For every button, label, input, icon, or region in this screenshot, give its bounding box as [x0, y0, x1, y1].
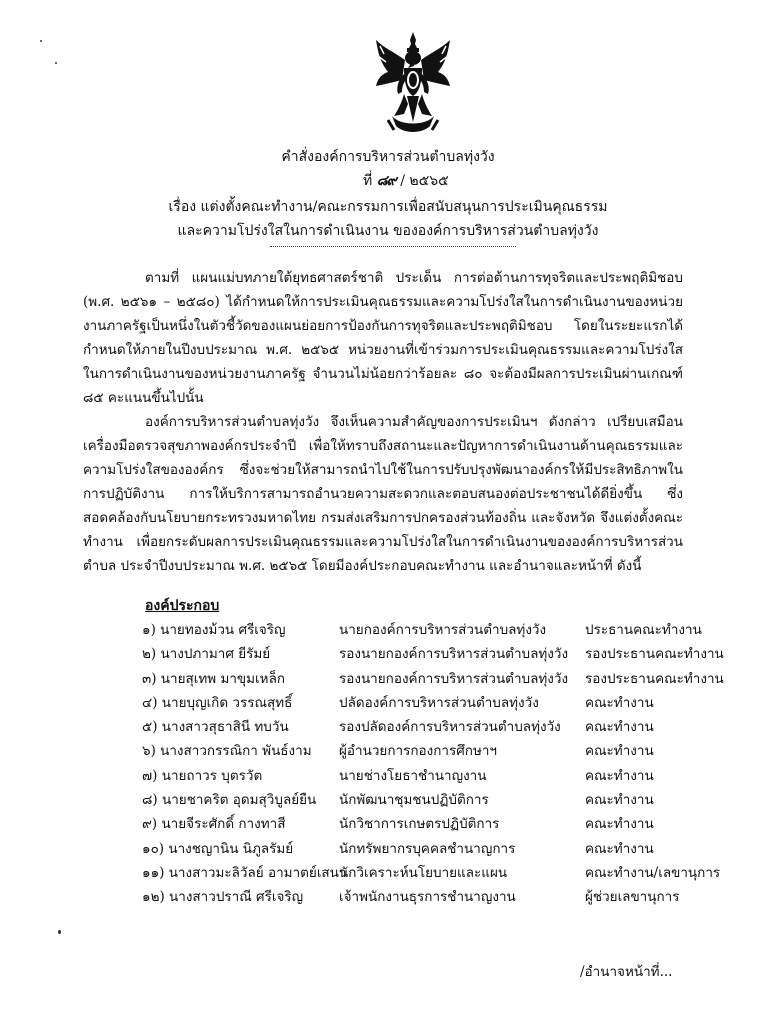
member-name: ๘) นายชาคริต อุดมสุวิบูลย์ยืน	[142, 792, 317, 809]
member-position: รองปลัดองค์การบริหารส่วนตำบลทุ่งวัง	[339, 719, 561, 736]
member-name: ๑๒) นางสาวปราณี ศรีเจริญ	[142, 889, 304, 906]
member-role: คณะทำงาน	[585, 816, 654, 833]
order-prefix: ที่	[363, 173, 373, 189]
member-name: ๑๑) นางสาวมะลิวัลย์ อามาตย์เสนา	[142, 864, 347, 881]
order-number: ๘๙	[376, 173, 396, 189]
paragraph-1-text: ตามที่ แผนแม่บทภายใต้ยุทธศาสตร์ชาติ ประเด็น การต่อต้านการทุจริตและประพฤติมิชอบ (พ.ศ. ๒๕๖๑ – ๒๕๘๐) ได้กำหนดให้การประเมินคุณธรรมและความโปร่งใสในการดำเนินงานของหน่วยงานภาครัฐเป็นหนึ่งในตัวชี้วัดของแผนย่อยการป้องกันการทุจริตและประพฤติมิชอบ โดยในระยะแรกได้กำหนดให้ภายในปีงบประมาณ พ.ศ. ๒๕๖๕ หน่วยงานที่เข้าร่วมการประเมินคุณธรรมและความโปร่งใสในการดำเนินงานของหน่วยงานภาครัฐ จำนวนไม่น้อยกว่าร้อยละ ๘๐ จะต้องมีผลการประเมินผ่านเกณฑ์ ๘๕ คะแนนขึ้นไปนั้น	[83, 270, 683, 406]
scan-speck	[55, 62, 57, 64]
order-number-line	[363, 170, 449, 192]
member-position: รองนายกองค์การบริหารส่วนตำบลทุ่งวัง	[339, 670, 569, 687]
member-name: ๔) นายบุญเกิด วรรณสุทธิ์	[142, 694, 293, 711]
subject-line-2: และความโปร่งใสในการดำเนินงาน ขององค์การบริหารส่วนตำบลทุ่งวัง	[177, 223, 599, 239]
member-role: คณะทำงาน	[585, 792, 654, 809]
member-role: รองประธานคณะทำงาน	[585, 670, 724, 687]
member-role: คณะทำงาน	[585, 840, 654, 857]
member-position: เจ้าพนักงานธุรการชำนาญงาน	[339, 889, 516, 906]
order-title: คำสั่งองค์การบริหารส่วนตำบลทุ่งวัง	[281, 149, 495, 165]
member-role: คณะทำงาน	[585, 767, 654, 784]
subject-line-1: เรื่อง แต่งตั้งคณะทำงาน/คณะกรรมการเพื่อสนับสนุนการประเมินคุณธรรม	[168, 199, 608, 215]
order-year: / ๒๕๖๕	[400, 173, 449, 189]
member-role: ผู้ช่วยเลขานุการ	[585, 889, 680, 906]
member-position: นายช่างโยธาชำนาญงาน	[339, 767, 487, 784]
garuda-emblem-icon	[374, 30, 452, 138]
member-position: นายกองค์การบริหารส่วนตำบลทุ่งวัง	[339, 622, 547, 638]
member-role: คณะทำงาน/เลขานุการ	[585, 864, 721, 881]
separator-dotted-line	[270, 246, 516, 247]
scan-speck	[40, 40, 42, 42]
member-name: ๑๐) นางชญานิน นิภูลรัมย์	[142, 840, 294, 857]
member-name: ๗) นายถาวร บุตรวัต	[142, 767, 263, 784]
member-name: ๒) นางปภามาศ ยีรัมย์	[142, 646, 271, 663]
member-name: ๑) นายทองม้วน ศรีเจริญ	[142, 622, 286, 638]
member-name: ๙) นายจีระศักดิ์ กางทาสี	[142, 816, 286, 833]
member-role: ประธานคณะทำงาน	[585, 622, 702, 638]
continuation-note: /อำนาจหน้าที่...	[580, 964, 673, 980]
member-role: คณะทำงาน	[585, 719, 654, 736]
member-name: ๕) นางสาวสุธาสินี ทบวัน	[142, 719, 289, 736]
composition-heading: องค์ประกอบ	[145, 598, 220, 614]
scan-speck	[58, 930, 61, 934]
member-role: รองประธานคณะทำงาน	[585, 646, 724, 663]
member-position: นักวิเคราะห์นโยบายและแผน	[339, 864, 508, 881]
member-name: ๓) นายสุเทพ มาขุมเหล็ก	[142, 670, 286, 687]
member-position: รองนายกองค์การบริหารส่วนตำบลทุ่งวัง	[339, 646, 569, 663]
paragraph-2-text: องค์การบริหารส่วนตำบลทุ่งวัง จึงเห็นความสำคัญของการประเมินฯ ดังกล่าว เปรียบเสมือนเครื่องมือตรวจสุขภาพองค์กรประจำปี เพื่อให้ทราบถึงสถานะและปัญหาการดำเนินงานด้านคุณธรรมและความโปร่งใสขององค์กร ซึ่งจะช่วยให้สามารถนำไปใช้ในการปรับปรุงพัฒนาองค์กรให้มีประสิทธิภาพในการปฏิบัติงาน การให้บริการสามารถอำนวยความสะดวกและตอบสนองต่อประชาชนได้ดียิ่งขึ้น ซึ่งสอดคล้องกับนโยบายกระทรวงมหาดไทย กรมส่งเสริมการปกครองส่วนท้องถิ่น และจังหวัด จึงแต่งตั้งคณะทำงาน เพื่อยกระดับผลการประเมินคุณธรรมและความโปร่งใสในการดำเนินงานขององค์การบริหารส่วนตำบล ประจำปีงบประมาณ พ.ศ. ๒๕๖๕ โดยมีองค์ประกอบคณะทำงาน และอำนาจและหน้าที่ ดังนี้	[83, 414, 683, 574]
paragraph-1	[83, 266, 683, 410]
member-position: ปลัดองค์การบริหารส่วนตำบลทุ่งวัง	[339, 694, 539, 711]
member-role: คณะทำงาน	[585, 694, 654, 711]
member-name: ๖) นางสาวกรรณิกา พันธ์งาม	[142, 743, 312, 760]
member-position: นักพัฒนาชุมชนปฏิบัติการ	[339, 792, 489, 809]
paragraph-2	[83, 410, 683, 578]
member-role: คณะทำงาน	[585, 743, 654, 760]
member-position: นักทรัพยากรบุคคลชำนาญการ	[339, 840, 516, 857]
member-position: ผู้อำนวยการกองการศึกษาฯ	[339, 743, 498, 760]
member-position: นักวิชาการเกษตรปฏิบัติการ	[339, 816, 500, 833]
